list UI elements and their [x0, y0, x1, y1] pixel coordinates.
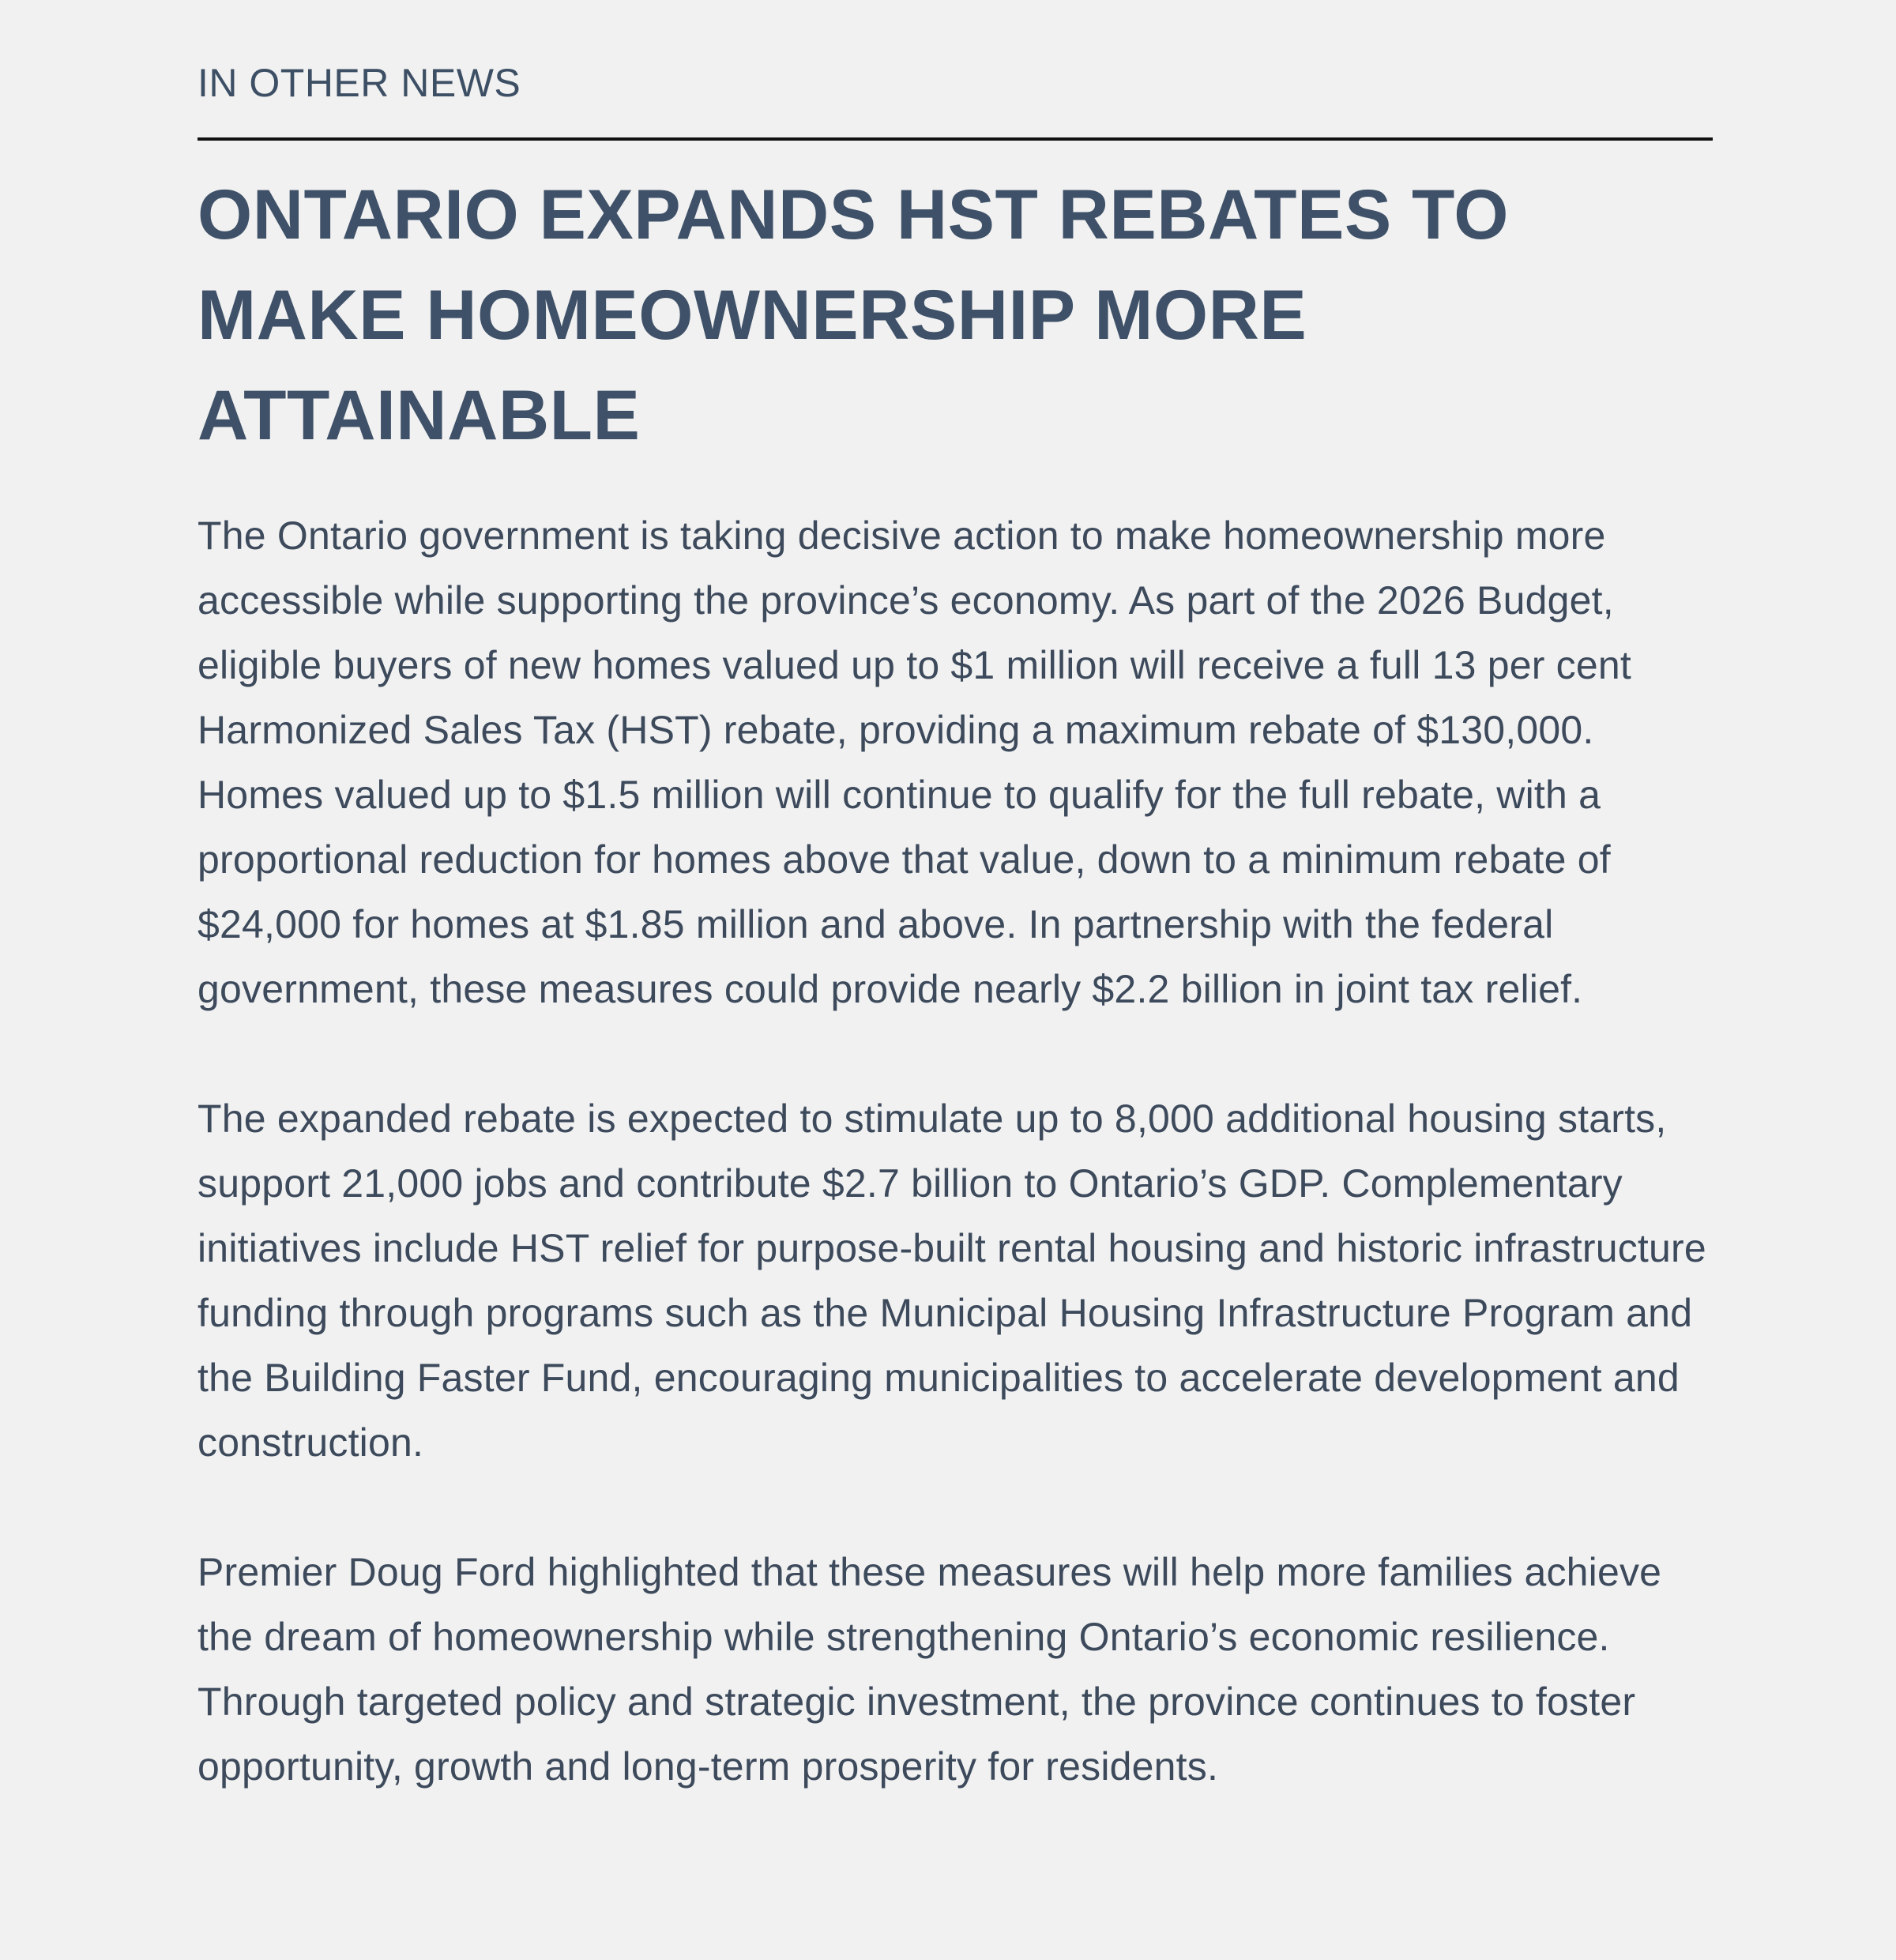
article-paragraph-3: Premier Doug Ford highlighted that these measures will help more families achieve the dream of homeownership while strengthening Ontario’s economic resilience. Through targeted policy and strategic investment, the province continues to foster opportunity, growth and long-term prosperity for residents. — [198, 1550, 1662, 1789]
article-paragraph-2: The expanded rebate is expected to stimulate up to 8,000 additional housing starts, support 21,000 jobs and contribute $2.7 billion to Ontario’s GDP. Complementary initiatives include HST relief for purpose-built rental housing and historic infrastructure funding through programs such as the Municipal Housing Infrastructure Program and the Building Faster Fund, encouraging municipalities to accelerate development and construction. — [198, 1097, 1706, 1465]
article-paragraph-1: The Ontario government is taking decisive action to make homeownership more accessible while supporting the province’s economy. As part of the 2026 Budget, eligible buyers of new homes valued up to $1 million will receive a full 13 per cent Harmonized Sales Tax (HST) rebate, providing a maximum rebate of $130,000. Homes valued up to $1.5 million will continue to qualify for the full rebate, with a proportional reduction for homes above that value, down to a minimum rebate of $24,000 for homes at $1.85 million and above. In partnership with the federal government, these measures could provide nearly $2.2 billion in joint tax relief. — [198, 514, 1631, 1011]
section-kicker: IN OTHER NEWS — [198, 61, 521, 105]
article-headline: ONTARIO EXPANDS HST REBATES TO MAKE HOMEOWNERSHIP MORE ATTAINABLE — [198, 175, 1509, 454]
news-article — [198, 55, 1713, 1799]
